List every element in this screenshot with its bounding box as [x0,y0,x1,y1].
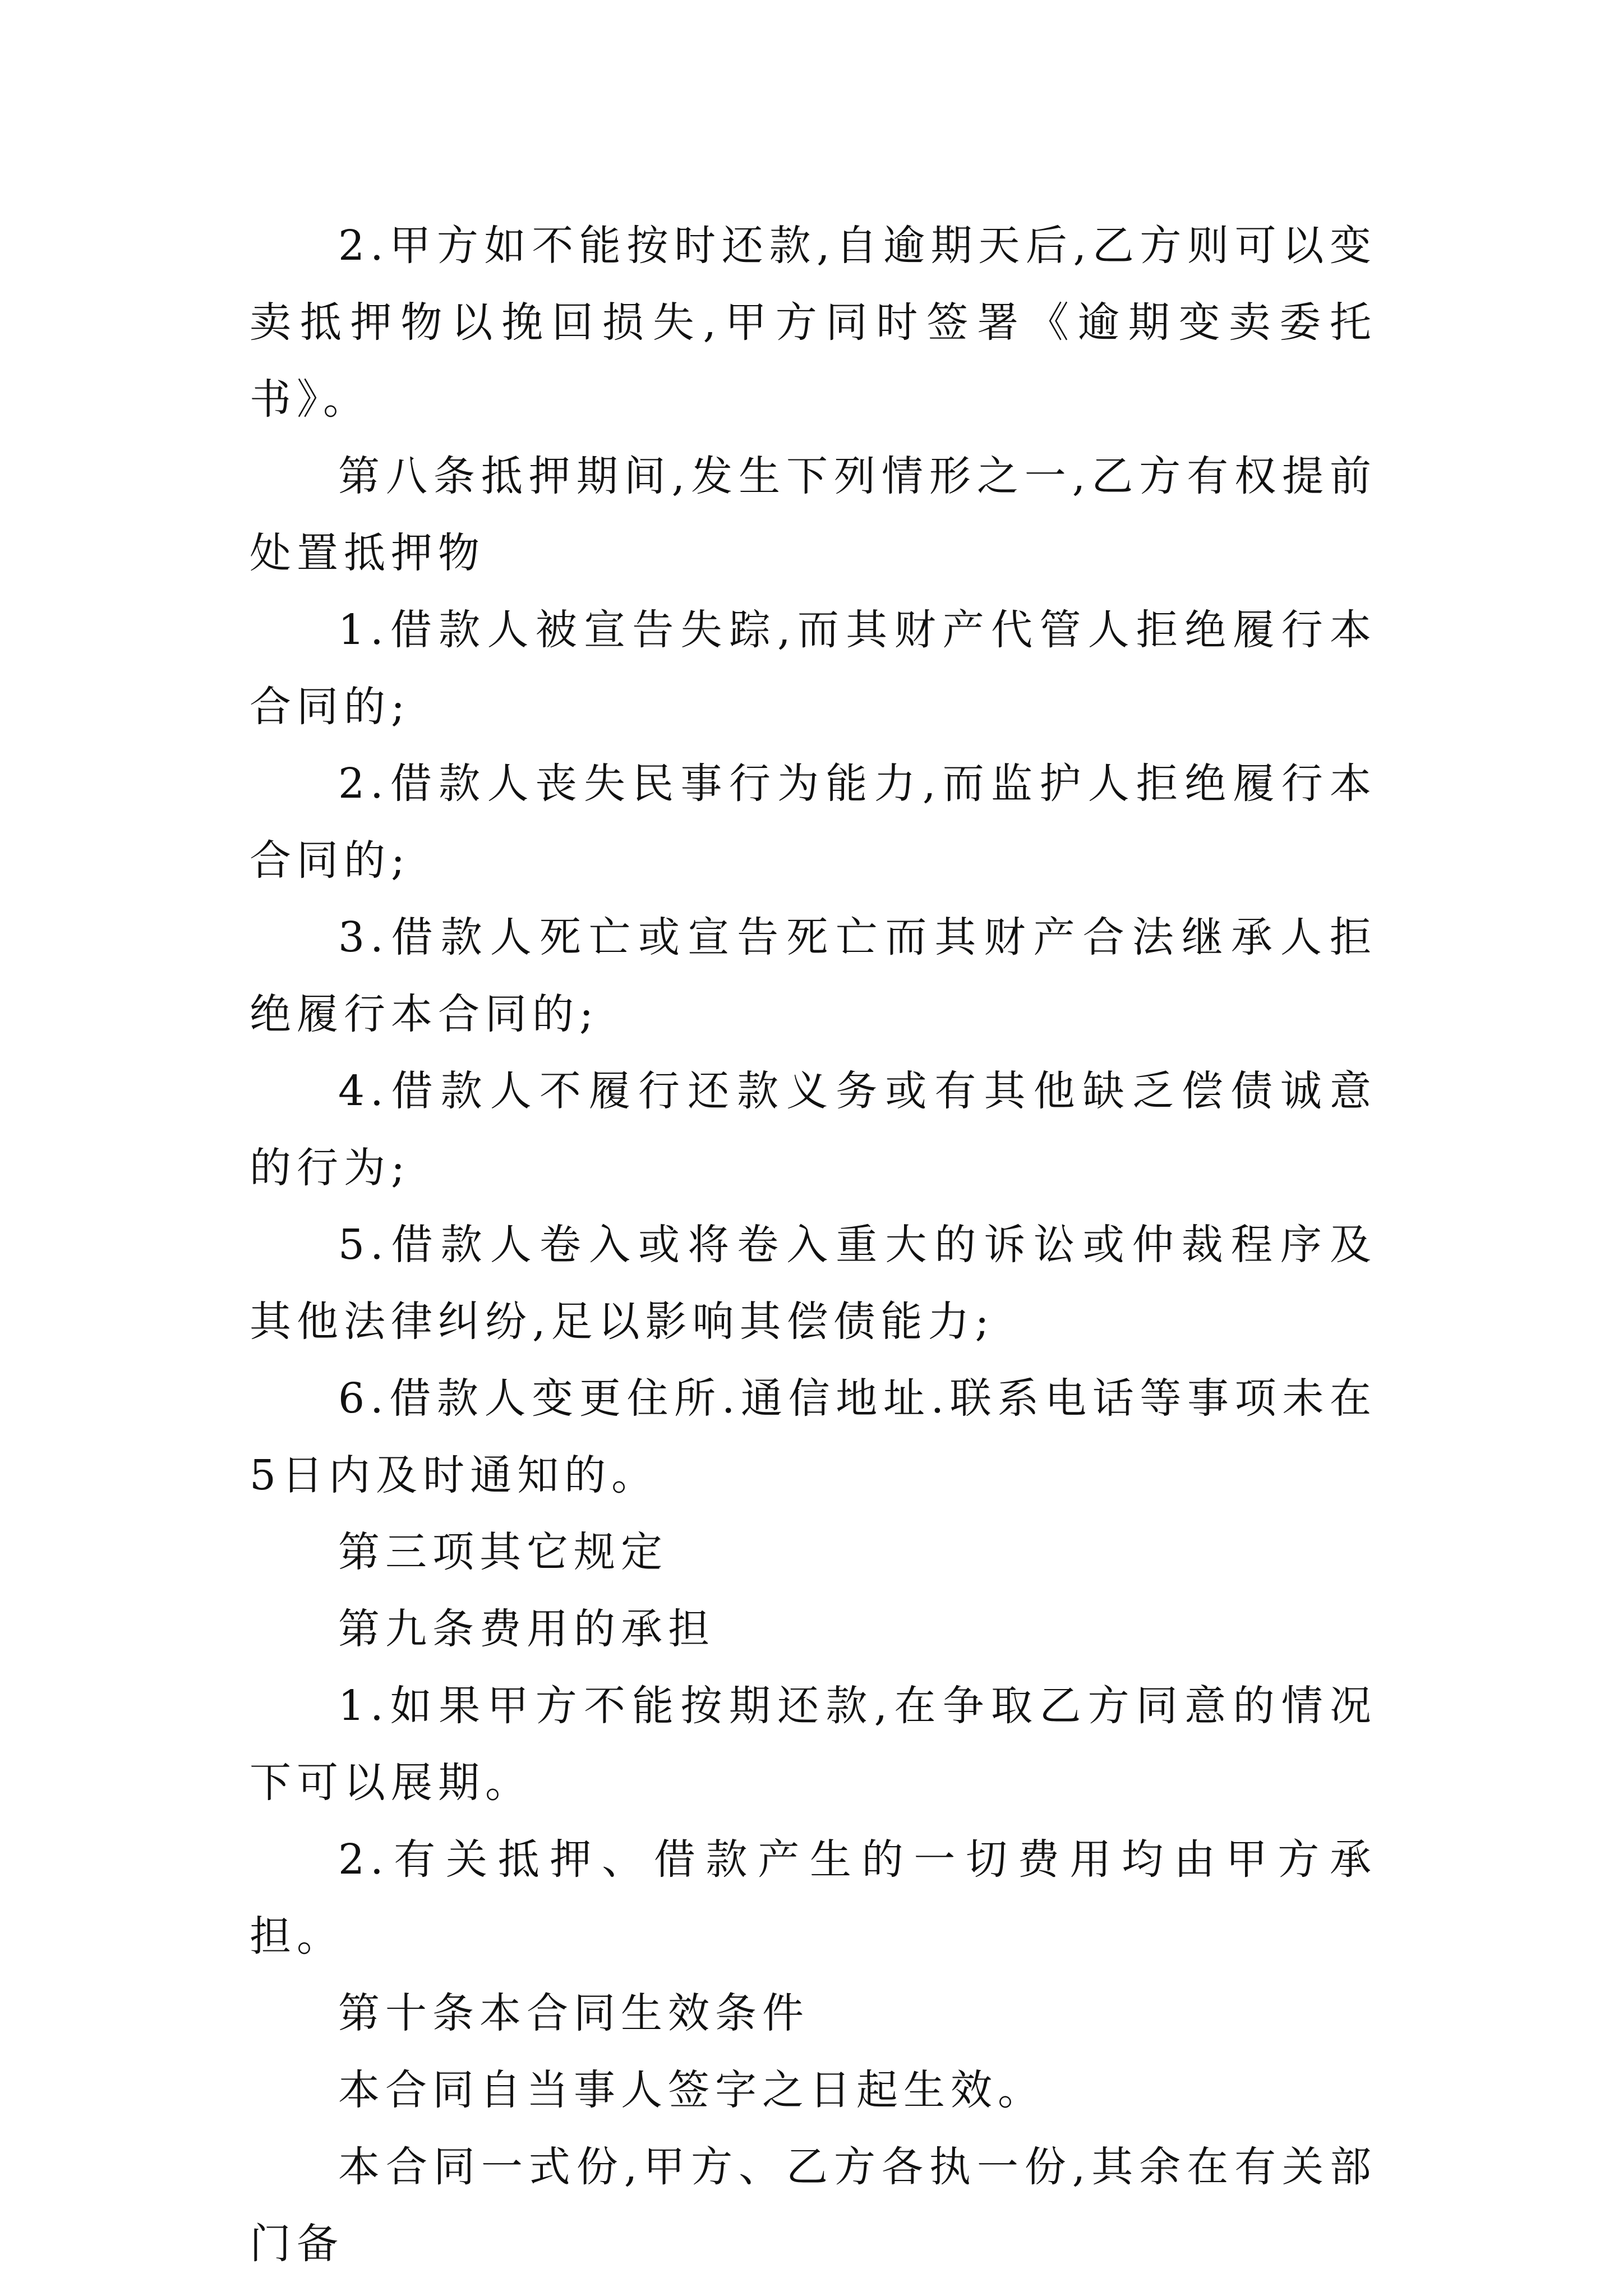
paragraph-4: 2.借款人丧失民事行为能力,而监护人拒绝履行本合同的; [250,760,1377,885]
paragraph-12: 2.有关抵押、借款产生的一切费用均由甲方承担。 [250,1835,1377,1961]
paragraph-1: 2.甲方如不能按时还款,自逾期天后,乙方则可以变卖抵押物以挽回损失,甲方同时签署《逾期变卖委托书》。 [250,222,1377,424]
paragraph-7: 5.借款人卷入或将卷入重大的诉讼或仲裁程序及其他法律纠纷,足以影响其偿债能力; [250,1221,1377,1346]
paragraph-13: 第十条本合同生效条件 [338,1989,809,2037]
document-page [250,208,1377,2283]
paragraph-3: 1.借款人被宣告失踪,而其财产代管人拒绝履行本合同的; [250,606,1377,731]
paragraph-6: 4.借款人不履行还款义务或有其他缺乏偿债诚意的行为; [250,1067,1377,1192]
paragraph-14: 本合同自当事人签字之日起生效。 [338,2066,1045,2114]
paragraph-15: 本合同一式份,甲方、乙方各执一份,其余在有关部门备 [250,2143,1377,2268]
paragraph-2: 第八条抵押期间,发生下列情形之一,乙方有权提前处置抵押物 [250,452,1377,577]
paragraph-9: 第三项其它规定 [338,1528,668,1576]
paragraph-5: 3.借款人死亡或宣告死亡而其财产合法继承人拒绝履行本合同的; [250,913,1377,1038]
paragraph-8: 6.借款人变更住所.通信地址.联系电话等事项未在5日内及时通知的。 [250,1374,1377,1499]
paragraph-11: 1.如果甲方不能按期还款,在争取乙方同意的情况下可以展期。 [250,1682,1377,1807]
paragraph-10: 第九条费用的承担 [338,1605,715,1653]
